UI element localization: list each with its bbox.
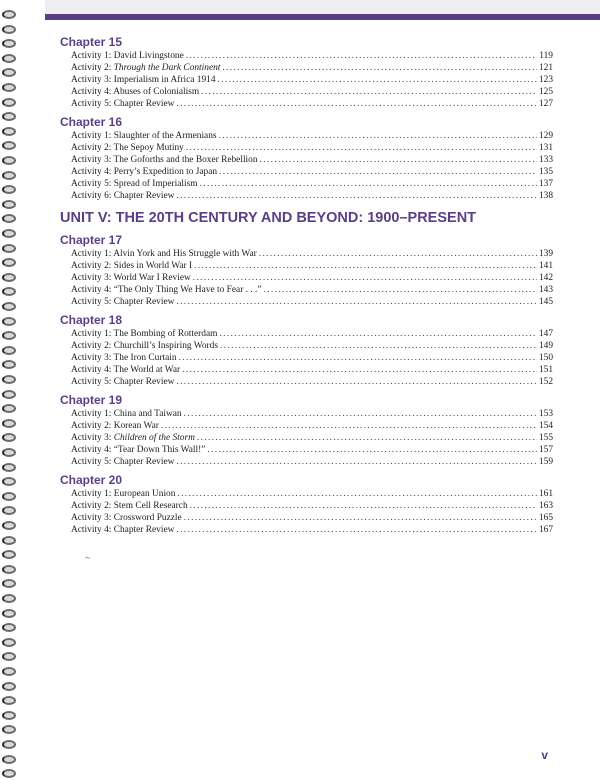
activity-list [60,488,553,536]
entry-title: Chapter Review [113,191,175,201]
entry-label [71,260,192,272]
entry-prefix: Activity 1: [71,51,114,61]
toc-entry [60,86,553,98]
chapter-title: Chapter 16 [60,115,123,129]
binding-coil [2,433,16,442]
entry-prefix: Activity 2: [71,501,114,511]
dot-leader [218,74,537,86]
entry-label [71,142,184,154]
toc-entry [60,524,553,536]
binding-coil [2,667,16,676]
dot-leader [219,328,537,340]
chapter-section [60,312,553,388]
entry-label [71,190,174,202]
entry-label [71,130,217,142]
entry-title: David Livingstone [113,51,184,61]
chapter-section [60,232,553,308]
entry-title: Through the Dark Continent [113,63,221,73]
binding-coil [2,477,16,486]
dot-leader [264,284,537,296]
entry-title: Stem Cell Research [113,501,188,511]
entry-page-number: 153 [538,409,553,419]
dot-leader [219,166,537,178]
entry-label [71,62,220,74]
dot-leader [177,488,537,500]
entry-label [71,340,218,352]
entry-prefix: Activity 4: [71,445,114,455]
binding-coil [2,682,16,691]
entry-page-number: 159 [538,457,553,467]
toc-entry [60,98,553,110]
dot-leader [176,376,537,388]
entry-title: Chapter Review [113,525,175,535]
binding-coil [2,214,16,223]
toc-entry [60,456,553,468]
entry-label [71,444,205,456]
entry-prefix: Activity 4: [71,167,114,177]
entry-prefix: Activity 2: [71,63,114,73]
top-band [45,0,600,14]
entry-page-number: 161 [538,489,553,499]
binding-coil [2,623,16,632]
binding-coil [2,39,16,48]
dot-leader [219,130,537,142]
chapter-section [60,392,553,468]
toc-entry [60,408,553,420]
toc-entry [60,420,553,432]
entry-label [71,50,184,62]
activity-list [60,50,553,110]
binding-coil [2,273,16,282]
binding-coil [2,594,16,603]
toc-entry [60,154,553,166]
dot-leader [179,352,537,364]
binding-coil [2,302,16,311]
entry-page-number: 139 [538,249,553,259]
binding-coil [2,200,16,209]
toc-entry [60,352,553,364]
entry-title: Sides in World War I [113,261,193,271]
binding-coil [2,360,16,369]
entry-label [71,98,174,110]
dot-leader [193,272,537,284]
entry-title: “The Only Thing We Have to Fear . . .” [113,285,262,295]
toc-entry [60,166,553,178]
binding-coil [2,696,16,705]
entry-title: “Tear Down This Wall!” [113,445,206,455]
entry-title: Children of the Storm [113,433,195,443]
dot-leader [207,444,537,456]
binding-coil [2,565,16,574]
entry-page-number: 150 [538,353,553,363]
toc-entry [60,130,553,142]
entry-page-number: 163 [538,501,553,511]
binding-coil [2,652,16,661]
toc-entry [60,190,553,202]
binding-coil [2,609,16,618]
toc-entry [60,74,553,86]
toc-entry [60,142,553,154]
entry-title: Chapter Review [113,99,175,109]
binding-coil [2,463,16,472]
chapter-section [60,472,553,536]
activity-list [60,408,553,468]
binding-coil [2,579,16,588]
entry-prefix: Activity 3: [71,353,114,363]
binding-coil [2,98,16,107]
entry-page-number: 127 [538,99,553,109]
binding-coil [2,550,16,559]
entry-title: Imperialism in Africa 1914 [113,75,216,85]
dot-leader [184,408,537,420]
entry-page-number: 167 [538,525,553,535]
entry-page-number: 149 [538,341,553,351]
dot-leader [161,420,537,432]
dot-leader [260,154,537,166]
entry-title: The Bombing of Rotterdam [113,329,218,339]
toc-entry [60,512,553,524]
entry-label [71,328,217,340]
binding-coil [2,25,16,34]
binding-coil [2,740,16,749]
binding-coil [2,375,16,384]
dot-leader [222,62,537,74]
entry-title: Slaughter of the Armenians [113,131,217,141]
entry-title: Korean War [113,421,159,431]
entry-page-number: 137 [538,179,553,189]
binding-coil [2,287,16,296]
entry-label [71,420,159,432]
binding-coil [2,711,16,720]
binding-coil [2,331,16,340]
entry-page-number: 155 [538,433,553,443]
entry-page-number: 142 [538,273,553,283]
binding-coil [2,171,16,180]
binding-coil [2,506,16,515]
chapter-title: Chapter 15 [60,35,123,49]
chapter-title: Chapter 19 [60,393,123,407]
entry-prefix: Activity 5: [71,99,114,109]
entry-page-number: 152 [538,377,553,387]
entry-title: The Goforths and the Boxer Rebellion [113,155,258,165]
entry-label [71,524,174,536]
spiral-binding [0,0,26,780]
entry-page-number: 151 [538,365,553,375]
entry-label [71,284,262,296]
entry-label [71,376,174,388]
entry-prefix: Activity 5: [71,179,114,189]
entry-prefix: Activity 3: [71,155,114,165]
entry-page-number: 143 [538,285,553,295]
entry-prefix: Activity 2: [71,143,114,153]
entry-prefix: Activity 3: [71,513,114,523]
entry-prefix: Activity 6: [71,191,114,201]
binding-coil [2,492,16,501]
entry-page-number: 145 [538,297,553,307]
entry-page-number: 141 [538,261,553,271]
entry-page-number: 125 [538,87,553,97]
entry-prefix: Activity 2: [71,261,114,271]
header-rule [45,14,600,20]
toc-entry [60,296,553,308]
entry-prefix: Activity 3: [71,75,114,85]
entry-page-number: 165 [538,513,553,523]
chapter-title: Chapter 17 [60,233,123,247]
binding-coil [2,638,16,647]
unit-title: UNIT V: THE 20TH CENTURY AND BEYOND: 1900–PRESENT [60,210,477,226]
table-of-contents [60,30,553,536]
toc-entry [60,260,553,272]
entry-label [71,512,182,524]
binding-coil [2,156,16,165]
binding-coil [2,769,16,778]
page-number: v [541,748,548,762]
entry-prefix: Activity 4: [71,525,114,535]
toc-entry [60,284,553,296]
binding-coil [2,346,16,355]
toc-entry [60,376,553,388]
entry-prefix: Activity 5: [71,297,114,307]
toc-entry [60,328,553,340]
entry-title: World War I Review [113,273,191,283]
toc-entry [60,340,553,352]
entry-label [71,296,174,308]
entry-page-number: 133 [538,155,553,165]
entry-title: Churchill’s Inspiring Words [113,341,218,351]
entry-page-number: 121 [538,63,553,73]
entry-prefix: Activity 1: [71,489,114,499]
entry-prefix: Activity 2: [71,341,114,351]
dot-leader [182,364,537,376]
binding-coil [2,390,16,399]
binding-coil [2,127,16,136]
chapter-section [60,114,553,202]
binding-coil [2,317,16,326]
entry-label [71,408,182,420]
entry-page-number: 157 [538,445,553,455]
dot-leader [186,142,537,154]
binding-coil [2,725,16,734]
dot-leader [176,456,537,468]
entry-label [71,488,175,500]
entry-prefix: Activity 1: [71,131,114,141]
entry-page-number: 147 [538,329,553,339]
chapters-after-unit [60,232,553,536]
activity-list [60,328,553,388]
toc-entry [60,248,553,260]
dot-leader [176,296,537,308]
entry-prefix: Activity 5: [71,377,114,387]
entry-title: Crossword Puzzle [113,513,182,523]
dot-leader [220,340,537,352]
chapter-title: Chapter 20 [60,473,123,487]
entry-label [71,500,188,512]
binding-coil [2,112,16,121]
dot-leader [197,432,537,444]
dot-leader [176,190,537,202]
entry-label [71,74,216,86]
dot-leader [200,178,537,190]
entry-label [71,456,174,468]
entry-title: Alvin York and His Struggle with War [113,249,257,259]
entry-prefix: Activity 4: [71,365,114,375]
chapter-title: Chapter 18 [60,313,123,327]
entry-title: The Sepoy Mutiny [113,143,184,153]
binding-coil [2,83,16,92]
entry-page-number: 154 [538,421,553,431]
binding-coil [2,54,16,63]
entry-page-number: 138 [538,191,553,201]
stray-mark: ~ [85,553,90,563]
entry-title: Abuses of Colonialism [113,87,200,97]
dot-leader [194,260,537,272]
entry-title: European Union [113,489,176,499]
entry-prefix: Activity 1: [71,329,114,339]
activity-list [60,130,553,202]
entry-label [71,86,199,98]
entry-title: Chapter Review [113,377,175,387]
dot-leader [201,86,537,98]
toc-entry [60,272,553,284]
binding-coil [2,755,16,764]
entry-prefix: Activity 5: [71,457,114,467]
toc-entry [60,178,553,190]
toc-entry [60,488,553,500]
dot-leader [186,50,538,62]
entry-title: Perry’s Expedition to Japan [113,167,218,177]
entry-page-number: 131 [538,143,553,153]
entry-label [71,272,191,284]
entry-title: The World at War [113,365,181,375]
toc-entry [60,432,553,444]
entry-title: Spread of Imperialism [113,179,198,189]
entry-label [71,154,258,166]
entry-prefix: Activity 2: [71,421,114,431]
entry-page-number: 123 [538,75,553,85]
entry-label [71,432,195,444]
entry-label [71,352,177,364]
binding-coil [2,448,16,457]
entry-title: China and Taiwan [113,409,182,419]
entry-label [71,364,180,376]
entry-label [71,248,257,260]
toc-entry [60,50,553,62]
toc-entry [60,500,553,512]
binding-coil [2,536,16,545]
binding-coil [2,141,16,150]
dot-leader [176,524,537,536]
binding-coil [2,521,16,530]
entry-prefix: Activity 3: [71,273,114,283]
activity-list [60,248,553,308]
entry-prefix: Activity 4: [71,87,114,97]
dot-leader [190,500,537,512]
binding-coil [2,258,16,267]
entry-prefix: Activity 3: [71,433,114,443]
binding-coil [2,244,16,253]
entry-title: The Iron Curtain [113,353,177,363]
chapters-before-unit [60,34,553,202]
binding-coil [2,419,16,428]
entry-prefix: Activity 1: [71,409,114,419]
entry-page-number: 129 [538,131,553,141]
entry-page-number: 135 [538,167,553,177]
binding-coil [2,404,16,413]
binding-coil [2,10,16,19]
binding-coil [2,68,16,77]
entry-label [71,178,198,190]
dot-leader [176,98,537,110]
chapter-section [60,34,553,110]
dot-leader [184,512,537,524]
entry-prefix: Activity 1: [71,249,114,259]
toc-entry [60,444,553,456]
entry-label [71,166,217,178]
dot-leader [259,248,537,260]
binding-coil [2,185,16,194]
toc-entry [60,62,553,74]
entry-page-number: 119 [539,51,553,61]
toc-entry [60,364,553,376]
binding-coil [2,229,16,238]
entry-title: Chapter Review [113,297,175,307]
entry-prefix: Activity 4: [71,285,114,295]
entry-title: Chapter Review [113,457,175,467]
